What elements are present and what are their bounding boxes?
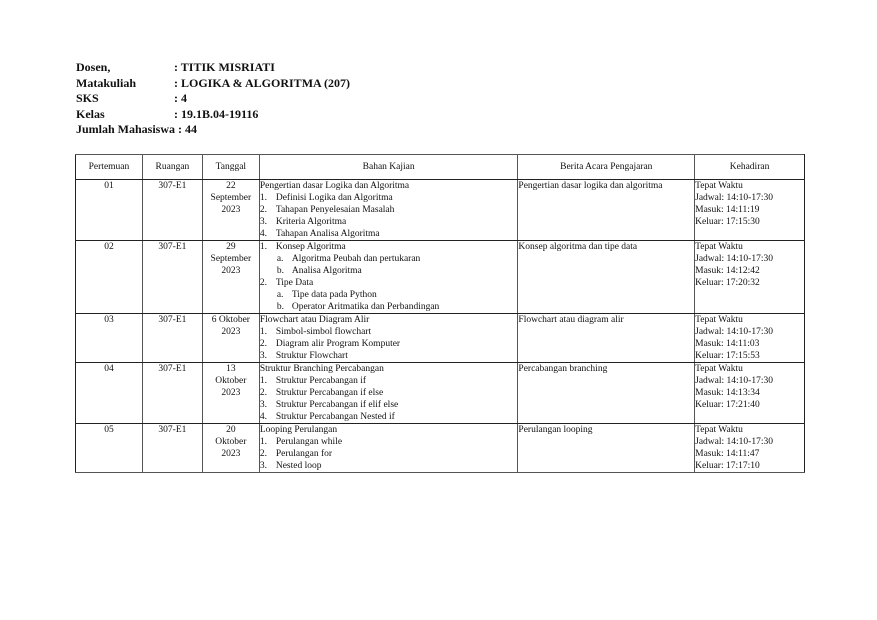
kehadiran-cell [695, 314, 805, 363]
kehadiran-jadwal: Jadwal: 14:10-17:30 [695, 327, 773, 337]
matakuliah-value: : LOGIKA & ALGORITMA (207) [174, 75, 351, 90]
ruangan-cell: 307-E1 [142, 363, 202, 424]
kehadiran-jadwal: Jadwal: 14:10-17:30 [695, 376, 773, 386]
ruangan-cell: 307-E1 [142, 424, 202, 473]
kajian-list [260, 375, 518, 423]
kelas-value: : 19.1B.04-19116 [174, 106, 259, 121]
bahan-kajian-cell [259, 314, 518, 363]
tanggal-cell [202, 180, 259, 241]
header-row-kelas [76, 107, 350, 123]
list-item: 2. Tipe Data [259, 278, 314, 288]
tanggal-line: 22 [226, 181, 236, 191]
kehadiran-status: Tepat Waktu [695, 425, 743, 435]
tanggal-line: 20 [226, 425, 236, 435]
list-item: 2. Diagram alir Program Komputer [259, 339, 401, 349]
kajian-list [260, 241, 518, 253]
kehadiran-masuk: Masuk: 14:13:34 [695, 388, 760, 398]
col-header-kehadiran: Kehadiran [695, 155, 805, 180]
dosen-label: Dosen, [76, 60, 111, 74]
kehadiran-cell [695, 363, 805, 424]
tanggal-cell [202, 314, 259, 363]
list-item: 4. Tahapan Analisa Algoritma [259, 229, 380, 239]
list-item: 1. Simbol-simbol flowchart [259, 327, 372, 337]
tanggal-cell [202, 424, 259, 473]
tanggal-line: 2023 [221, 327, 241, 337]
table-row [76, 241, 805, 314]
jumlah-value: : 44 [178, 122, 198, 136]
list-item: 2. Perulangan for [259, 449, 333, 459]
attendance-table [75, 154, 805, 473]
list-item: 3. Struktur Flowchart [259, 351, 348, 361]
jumlah-label: Jumlah Mahasiswa [76, 122, 176, 136]
kehadiran-keluar: Keluar: 17:15:53 [695, 351, 760, 361]
col-header-pertemuan: Pertemuan [76, 155, 143, 180]
tanggal-line: Oktober [215, 376, 247, 386]
kehadiran-masuk: Masuk: 14:11:47 [695, 449, 760, 459]
berita-acara-cell: Pengertian dasar logika dan algoritma [518, 180, 695, 241]
kajian-title: Looping Perulangan [259, 425, 338, 435]
kajian-sublist [260, 253, 518, 277]
kajian-list [260, 277, 518, 289]
header-row-matakuliah [76, 76, 350, 92]
berita-acara-cell: Perulangan looping [518, 424, 695, 473]
col-header-tanggal: Tanggal [202, 155, 259, 180]
kehadiran-keluar: Keluar: 17:15:30 [695, 217, 760, 227]
berita-acara-cell: Konsep algoritma dan tipe data [518, 241, 695, 314]
col-header-berita-acara: Berita Acara Pengajaran [518, 155, 695, 180]
kehadiran-masuk: Masuk: 14:11:03 [695, 339, 760, 349]
list-item: 1. Definisi Logika dan Algoritma [259, 193, 393, 203]
kehadiran-cell [695, 180, 805, 241]
kehadiran-cell [695, 424, 805, 473]
header-row-jumlah [76, 122, 350, 138]
header-row-dosen [76, 60, 350, 76]
sks-label: SKS [76, 91, 99, 105]
berita-acara-cell: Percabangan branching [518, 363, 695, 424]
pertemuan-cell: 05 [76, 424, 143, 473]
tanggal-line: 2023 [221, 266, 241, 276]
list-item: 3. Struktur Percabangan if elif else [259, 400, 399, 410]
table-row [76, 180, 805, 241]
kehadiran-cell [695, 241, 805, 314]
ruangan-cell: 307-E1 [142, 314, 202, 363]
pertemuan-cell: 02 [76, 241, 143, 314]
list-item: 2. Tahapan Penyelesaian Masalah [259, 205, 395, 215]
bahan-kajian-cell [259, 424, 518, 473]
header-row-sks [76, 91, 350, 107]
pertemuan-cell: 03 [76, 314, 143, 363]
list-item: b. Analisa Algoritma [276, 266, 362, 276]
kajian-list [260, 326, 518, 362]
tanggal-line: 2023 [221, 388, 241, 398]
kehadiran-keluar: Keluar: 17:20:32 [695, 278, 760, 288]
tanggal-cell [202, 241, 259, 314]
tanggal-line: 2023 [221, 449, 241, 459]
kajian-list [260, 192, 518, 240]
kajian-sublist [260, 289, 518, 313]
list-item: 4. Struktur Percabangan Nested if [259, 412, 395, 422]
kehadiran-masuk: Masuk: 14:12:42 [695, 266, 760, 276]
list-item: 3. Nested loop [259, 461, 322, 471]
tanggal-line: 6 Oktober [211, 315, 250, 325]
kajian-list [260, 436, 518, 472]
col-header-ruangan: Ruangan [142, 155, 202, 180]
kehadiran-status: Tepat Waktu [695, 364, 743, 374]
bahan-kajian-cell [259, 180, 518, 241]
kehadiran-status: Tepat Waktu [695, 242, 743, 252]
table-header-row [76, 155, 805, 180]
list-item: 1. Struktur Percabangan if [259, 376, 367, 386]
tanggal-line: September [210, 254, 252, 264]
bahan-kajian-cell [259, 241, 518, 314]
kehadiran-keluar: Keluar: 17:17:10 [695, 461, 760, 471]
course-header [76, 60, 350, 138]
kehadiran-jadwal: Jadwal: 14:10-17:30 [695, 193, 773, 203]
list-item: 3. Kriteria Algoritma [259, 217, 347, 227]
pertemuan-cell: 04 [76, 363, 143, 424]
berita-acara-cell: Flowchart atau diagram alir [518, 314, 695, 363]
list-item: 1. Perulangan while [259, 437, 343, 447]
pertemuan-cell: 01 [76, 180, 143, 241]
kehadiran-masuk: Masuk: 14:11:19 [695, 205, 760, 215]
dosen-value: : TITIK MISRIATI [174, 60, 275, 74]
kehadiran-keluar: Keluar: 17:21:40 [695, 400, 760, 410]
kehadiran-status: Tepat Waktu [695, 315, 743, 325]
kehadiran-jadwal: Jadwal: 14:10-17:30 [695, 254, 773, 264]
sks-value: : 4 [174, 91, 187, 105]
col-header-bahan-kajian: Bahan Kajian [259, 155, 518, 180]
tanggal-cell [202, 363, 259, 424]
tanggal-line: 29 [226, 242, 236, 252]
list-item: 2. Struktur Percabangan if else [259, 388, 384, 398]
bahan-kajian-cell [259, 363, 518, 424]
ruangan-cell: 307-E1 [142, 241, 202, 314]
list-item: 1. Konsep Algoritma [259, 242, 346, 252]
table-row [76, 424, 805, 473]
ruangan-cell: 307-E1 [142, 180, 202, 241]
table-row [76, 363, 805, 424]
kelas-label: Kelas [76, 106, 105, 121]
tanggal-line: September [210, 193, 252, 203]
kajian-title: Flowchart atau Diagram Alir [259, 315, 370, 325]
list-item: a. Algoritma Peubah dan pertukaran [276, 254, 421, 264]
table-row [76, 314, 805, 363]
kajian-title: Pengertian dasar Logika dan Algoritma [259, 181, 410, 191]
tanggal-line: 13 [226, 364, 236, 374]
list-item: b. Operator Aritmatika dan Perbandingan [276, 302, 440, 312]
matakuliah-label: Matakuliah [76, 75, 137, 90]
kehadiran-jadwal: Jadwal: 14:10-17:30 [695, 437, 773, 447]
tanggal-line: 2023 [221, 205, 241, 215]
list-item: a. Tipe data pada Python [276, 290, 377, 300]
kehadiran-status: Tepat Waktu [695, 181, 743, 191]
kajian-title: Struktur Branching Percabangan [259, 364, 384, 374]
tanggal-line: Oktober [215, 437, 247, 447]
